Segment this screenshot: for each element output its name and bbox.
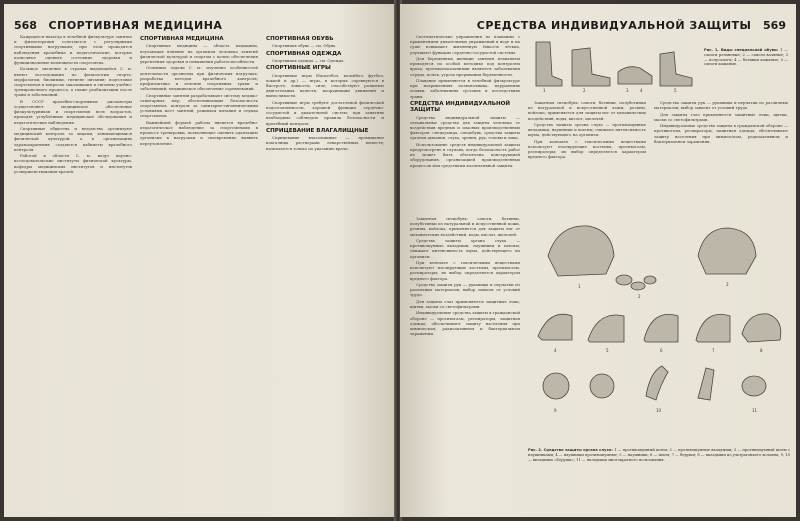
earplug-icon <box>644 276 656 284</box>
right-page-number: 569 <box>763 19 786 32</box>
fig2-label: 11 <box>752 408 758 413</box>
paragraph: Спортивные игры (баскетбол, волейбол, футбол, хоккей и др.) — игры, в которых соревнуются в быстроте, ловкости, силе; способствуют развитию двигательных качеств, координации движений и выносливости. <box>266 72 384 99</box>
right-column-1-continued <box>410 216 520 506</box>
figure-1-caption <box>704 48 788 67</box>
earplug-icon <box>646 366 668 400</box>
fig2-label: 9 <box>554 408 557 413</box>
fig1-label: 4 <box>640 88 643 93</box>
figure-2-caption <box>528 448 790 462</box>
fig1-label: 3 <box>626 88 629 93</box>
helmet-icon <box>742 314 781 342</box>
helmet-icon <box>548 226 614 276</box>
left-running-title: СПОРТИВНАЯ МЕДИЦИНА <box>48 19 223 32</box>
fig2-label: 4 <box>554 348 557 353</box>
fig1-label: 2 <box>583 88 586 93</box>
paragraph: Кажущееся некогда в лечебной физкультуре занятие и физиотерапия сочетаются с регулярными спортивными нагрузками; при этом проводятся наблюдения врачебные и педагогические, которые позволяют оценить состояние здоровья и функциональные возможности спортсмена. <box>14 34 132 66</box>
fig2-label: 7 <box>712 348 715 353</box>
paragraph: Важнейшей формой работы является врачебно-педагогическое наблюдение за спортсменами в процессе тренировки, позволяющее оценить адаптацию организма к нагрузкам и своевременно выявить переутомление. <box>140 119 258 146</box>
entry-heading: СПОРТИВНЫЕ ИГРЫ <box>266 65 331 72</box>
fig1-label: 1 <box>543 88 546 93</box>
headphones-icon <box>644 314 678 342</box>
right-running-head <box>477 14 786 33</box>
paragraph: Спортивная обувь — см. Обувь. <box>272 43 337 49</box>
fig2-label: 5 <box>606 348 609 353</box>
paragraph: Спортивные занятия разрабатывают систему медико-санитарных мер, обеспечивающих безопасность спортсменов, контроль за санитарно-гигиеническими условиями мест занятий, режимом питания и отдыха спортсменов. <box>140 92 258 119</box>
fig2-label: 2 <box>638 294 641 299</box>
paragraph: Спортивные общества и ведомства организуют медицинский контроль за лицами, занимающимися физической культурой, а в организациях здравоохранения создаются кабинеты врачебного контроля. <box>14 126 132 152</box>
paragraph: Спортивные игры требуют достаточной физической подготовленности, хорошей функции сердечно-сосудистой и дыхательной систем; при занятиях необходимо соблюдать правила безопасности и врачебный контроль. <box>266 99 384 126</box>
paragraph: В СССР врачебно-спортивные диспансеры осуществляют медицинское обеспечение физкультурников и спортсменов всех возрастов, проводят углублённые медицинские обследования и педагогические наблюдения. <box>14 98 132 125</box>
caption-title: Рис. 1. Виды специальной обуви: <box>704 48 779 52</box>
paragraph: Использование средств индивидуальной защиты предусмотрено в случаях, когда безопасность работ не может быть обеспечена конструкцией оборудования, организацией производственных процессов или средствами коллективной защиты. <box>410 141 520 168</box>
left-column-3 <box>266 34 384 152</box>
earmuff-icon <box>538 314 572 340</box>
cotton-plug-icon <box>590 374 614 398</box>
paragraph: Работой в области С. м. ведут научно-исследовательские институты физической культуры, кафедры медицинских институтов и институтов усовершенствования врачей. <box>14 153 132 174</box>
earplug-icon <box>631 282 645 290</box>
paragraph: Большое значение в странах выдающейся С. м. имеют исследования по физиологии спорта, морфологии, биохимии, гигиене питания; подготовке спортсменов в вопросах закаливания и гигиены учебно-тренировочного процесса, а также реабилитации после травм и заболеваний. <box>14 66 132 98</box>
fig2-label: 8 <box>760 348 763 353</box>
right-column-3 <box>654 100 788 212</box>
left-page-number: 568 <box>14 19 37 32</box>
felt-boot-icon <box>572 48 610 86</box>
headphones-icon <box>696 314 730 342</box>
right-running-title: СРЕДСТВА ИНДИВИДУАЛЬНОЙ ЗАЩИТЫ <box>476 19 752 32</box>
ankle-boot-icon <box>660 52 692 86</box>
left-running-head <box>14 14 222 33</box>
boot-icon <box>536 42 562 86</box>
left-page <box>4 4 396 517</box>
paragraph: При контакте с токсическими веществами используют изолирующие костюмы, противогазы, респираторы; их выбор определяется характером вредного фактора. <box>528 138 646 160</box>
paragraph: Защитная спецобувь: сапоги, ботинки, полуботинки из натуральной и искусственной кожи, резины, войлока; применяется для защиты ног от механических воздействий, воды, кислот, щелочей. <box>410 216 520 237</box>
paragraph: Для защиты глаз применяются защитные очки, щитки, маски со светофильтрами. <box>654 111 788 122</box>
paragraph: Сприцевание влагалищные — промывание влагалища растворами лекарственных веществ; назначается только по указанию врача. <box>266 135 384 151</box>
caption-text: 1 — сапоги резиновые; 2 — сапоги валяные; 3 — полусапоги; 4 — ботинки кожаные; 5 — сапоги кожаные. <box>704 48 788 67</box>
figure-1-shoes <box>528 32 698 94</box>
caption-title: Рис. 2. Средства защиты органа слуха: <box>528 448 613 452</box>
paragraph: Индивидуальные средства защиты в гражданской обороне — противогазы, респираторы, защитная одежда; обеспечивают защиту населения при химическом, радиоактивном и бактериальном заражении. <box>410 310 520 337</box>
paragraph: Спортивная одежда — см. Одежда. <box>272 58 345 64</box>
cotton-plug-icon <box>543 373 569 399</box>
paragraph: Средства индивидуальной защиты — специальные средства для защиты человека от воздействия вредных и опасных производственных факторов: спецодежда, спецобувь, средства защиты органов дыхания, слуха, зрения, рук, головы и лица. <box>410 114 520 141</box>
paragraph: Для защиты глаз применяются защитные очки, щитки, маски со светофильтрами. <box>410 298 520 309</box>
fig2-label: 3 <box>726 282 729 287</box>
low-shoe-icon <box>618 67 652 84</box>
paragraph: Средства защиты рук — рукавицы и перчатки из различных материалов; выбор зависит от условий труда. <box>410 282 520 298</box>
left-column-1 <box>14 34 132 175</box>
fig2-label: 1 <box>578 284 581 289</box>
earplug-icon <box>742 376 766 396</box>
paragraph: Защитная спецобувь: сапоги, ботинки, полуботинки из натуральной и искусственной кожи, резины, войлока; применяется для защиты ног от механических воздействий, воды, кислот, щелочей. <box>528 100 646 121</box>
helmet-icon <box>698 228 756 274</box>
right-page <box>400 4 796 517</box>
fig2-label: 10 <box>656 408 662 413</box>
paragraph: При контакте с токсическими веществами используют изолирующие костюмы, противогазы, респираторы; их выбор определяется характером вредного фактора. <box>410 260 520 281</box>
entry-heading: СПОРТИВНАЯ ОБУВЬ <box>266 36 334 42</box>
fig2-label: 6 <box>660 348 663 353</box>
entry-heading: СПРИЦЕВАНИЕ ВЛАГАЛИЩНЫЕ <box>266 127 369 134</box>
paragraph: Спортивная медицина — область медицины, изучающая влияние на организм человека занятий физической культурой и спортом с целью обеспечения укрепления здоровья и повышения работоспособности. <box>140 43 258 65</box>
earplug-icon <box>616 275 632 285</box>
entry-heading: СРЕДСТВА ИНДИВИДУАЛЬНОЙ ЗАЩИТЫ <box>410 100 511 114</box>
right-column-1 <box>410 34 520 239</box>
earplug-icon <box>698 368 714 400</box>
entry-heading: СПОРТИВНАЯ МЕДИЦИНА <box>140 36 224 42</box>
paragraph: Средства защиты органа слуха — противошумные вкладыши, наушники и шлемы; снижают интенсивность шума, действующего на организм. <box>528 122 646 138</box>
left-column-2 <box>140 34 258 147</box>
paragraph: Для беременных женщин занятия плаванием проводятся по особой методике под контролем врача; противопоказаниями являются заболевания сердца, почек, угроза прерывания беременности. <box>410 56 520 77</box>
paragraph: Средства защиты органа слуха — противошумные вкладыши, наушники и шлемы; снижают интенсивность шума, действующего на организм. <box>410 238 520 259</box>
figure-2-hearing-protection <box>528 216 790 444</box>
paragraph: Систематические упражнения по плаванию с применением дыхательных упражнений в воде и на суше повышают жизненную ёмкость лёгких, улучшают функцию сердечно-сосудистой системы. <box>410 34 520 55</box>
paragraph: Индивидуальные средства защиты в гражданской обороне — противогазы, респираторы, защитная одежда; обеспечивают защиту населения при химическом, радиоактивном и бактериальном заражении. <box>654 123 788 144</box>
paragraph: Плавание применяется в лечебной физкультуре при искривлениях позвоночника, нарушениях осанки, заболеваниях суставов и последствиях травм. <box>410 78 520 99</box>
paragraph: Средства защиты рук — рукавицы и перчатки из различных материалов; выбор зависит от условий труда. <box>654 100 788 111</box>
entry-heading: СПОРТИВНАЯ ОДЕЖДА <box>266 50 342 57</box>
caption-text: 1 — противошумный шлем; 2 — противошумные вкладыши; 3 — противошумный шлем с наушниками; 4 — наушники противошумные; 5 — наушники; 6 — шлем; 7 — беруши; 8 — вкладыши из ультратонкого волокна; 9, 10 — вкладыши «Беруши»; 11 — вкладыши многократного пользования. <box>528 448 790 462</box>
earmuff-icon <box>588 315 624 342</box>
paragraph: Основные задачи С. м.: изучение особенностей деятельности организма при физических нагрузках; разработка методов врачебного контроля; профилактика и лечение спортивных травм и заболеваний; медицинское обеспечение соревнований. <box>140 65 258 92</box>
fig1-label: 5 <box>674 88 677 93</box>
right-column-2 <box>528 100 646 212</box>
